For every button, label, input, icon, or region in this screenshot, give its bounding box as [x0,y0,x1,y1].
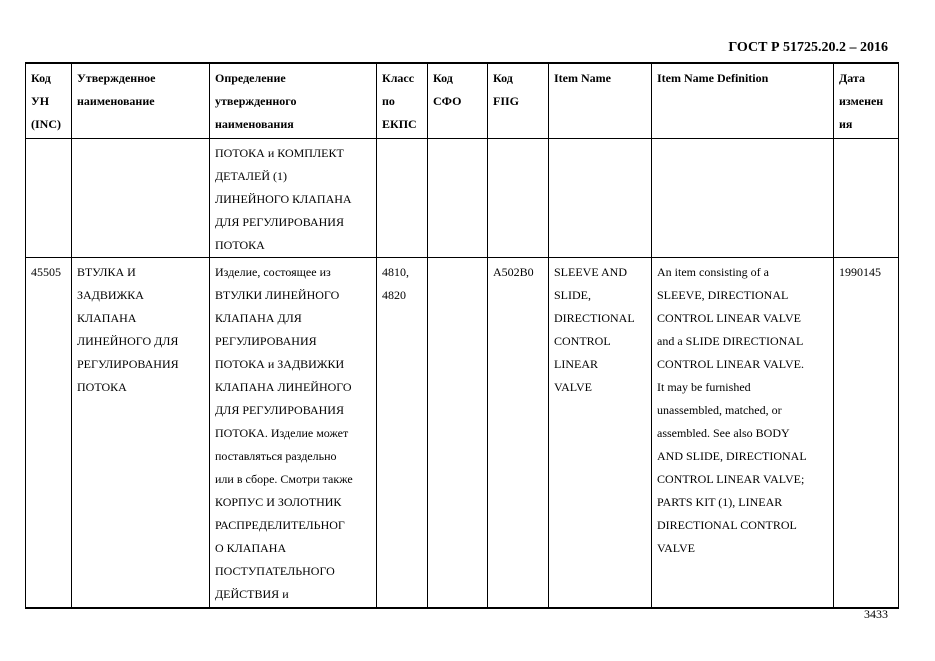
text-line: ДЛЯ РЕГУЛИРОВАНИЯ [215,214,344,229]
cell-definition [210,257,377,608]
text-line: FIIG [493,94,520,108]
cell-definition [210,138,377,257]
text-line: AND SLIDE, DIRECTIONAL [657,448,807,463]
text-line: and a SLIDE DIRECTIONAL [657,333,804,348]
cell-inc [26,138,72,257]
cell-fiig-code: A502B0 [488,257,549,608]
text-line: CONTROL [554,333,611,348]
text-line: DIRECTIONAL CONTROL [657,517,797,532]
cell-item-name [549,138,652,257]
text-line: ПОТОКА [77,379,127,394]
text-line: An item consisting of a [657,264,769,279]
text-line: ЕКПС [382,117,417,131]
header-fiig-code [488,63,549,138]
cell-fiig-code [488,138,549,257]
text-line: ВТУЛКА И [77,264,136,279]
cell-approved-name [72,257,210,608]
text-line: CONTROL LINEAR VALVE [657,310,802,325]
text-line: Item Name Definition [657,71,769,85]
header-class [377,63,428,138]
text-line: SLEEVE, DIRECTIONAL [657,287,789,302]
text-line: VALVE [554,379,593,394]
header-inc [26,63,72,138]
cell-sfo-code [428,138,488,257]
text-line: (INC) [31,117,61,131]
text-line: РЕГУЛИРОВАНИЯ [215,333,317,348]
cell-item-definition [652,138,834,257]
text-line: СФО [433,94,462,108]
cell-class [377,138,428,257]
text-line: Определение [215,71,286,85]
text-line: Item Name [554,71,611,85]
text-line: LINEAR [554,356,598,371]
text-line: КЛАПАНА ДЛЯ [215,310,302,325]
document-standard-header: ГОСТ Р 51725.20.2 – 2016 [728,40,888,55]
text-line: КЛАПАНА ЛИНЕЙНОГО [215,379,352,394]
table-header-row [26,63,899,138]
header-approved-name [72,63,210,138]
text-line: О КЛАПАНА [215,540,287,555]
text-line: ДЛЯ РЕГУЛИРОВАНИЯ [215,402,344,417]
table-row [26,257,899,608]
cell-class [377,257,428,608]
cell-date: 1990145 [834,257,899,608]
text-line: CONTROL LINEAR VALVE. [657,356,805,371]
header-item-name-definition [652,63,834,138]
cell-item-name [549,257,652,608]
text-line: Утвержденное [77,71,156,85]
text-line: ПОТОКА [215,237,265,252]
text-line: SLIDE, [554,287,591,302]
header-item-name [549,63,652,138]
header-sfo-code [428,63,488,138]
text-line: ЛИНЕЙНОГО КЛАПАНА [215,191,352,206]
text-line: SLEEVE AND [554,264,627,279]
cell-item-definition [652,257,834,608]
cell-inc: 45505 [26,257,72,608]
text-line: наименование [77,94,155,108]
text-line: ЗАДВИЖКА [77,287,144,302]
text-line: unassembled, matched, or [657,402,782,417]
text-line: поставляться раздельно [215,448,337,463]
text-line: или в сборе. Смотри также [215,471,353,486]
text-line: Код [31,71,51,85]
text-line: по [382,94,395,108]
text-line: Дата [839,71,865,85]
text-line: Код [493,71,513,85]
text-line: ПОТОКА и ЗАДВИЖКИ [215,356,345,371]
text-line: наименования [215,117,294,131]
text-line: ия [839,117,853,131]
text-line: CONTROL LINEAR VALVE; [657,471,805,486]
text-line: ДЕТАЛЕЙ (1) [215,168,288,183]
text-line: Изделие, состоящее из [215,264,331,279]
cell-approved-name [72,138,210,257]
text-line: assembled. See also BODY [657,425,790,440]
table-row [26,138,899,257]
text-line: Класс [382,71,415,85]
text-line: ЛИНЕЙНОГО ДЛЯ [77,333,179,348]
text-line: изменен [839,94,884,108]
text-line: утвержденного [215,94,297,108]
text-line: ПОСТУПАТЕЛЬНОГО [215,563,335,578]
page-number: 3433 [864,607,888,621]
header-definition [210,63,377,138]
text-line: DIRECTIONAL [554,310,635,325]
text-line: 4810, [382,264,409,279]
cell-date [834,138,899,257]
text-line: 4820 [382,287,406,302]
text-line: ВТУЛКИ ЛИНЕЙНОГО [215,287,340,302]
text-line: УН [31,94,50,108]
header-date-changed [834,63,899,138]
text-line: ДЕЙСТВИЯ и [215,586,289,601]
text-line: КОРПУС И ЗОЛОТНИК [215,494,342,509]
text-line: РАСПРЕДЕЛИТЕЛЬНОГ [215,517,345,532]
text-line: ПОТОКА. Изделие может [215,425,349,440]
text-line: PARTS KIT (1), LINEAR [657,494,783,509]
text-line: РЕГУЛИРОВАНИЯ [77,356,179,371]
catalog-table [25,62,899,609]
text-line: ПОТОКА и КОМПЛЕКТ [215,145,344,160]
text-line: КЛАПАНА [77,310,137,325]
text-line: Код [433,71,453,85]
text-line: VALVE [657,540,696,555]
text-line: It may be furnished [657,379,751,394]
cell-sfo-code [428,257,488,608]
